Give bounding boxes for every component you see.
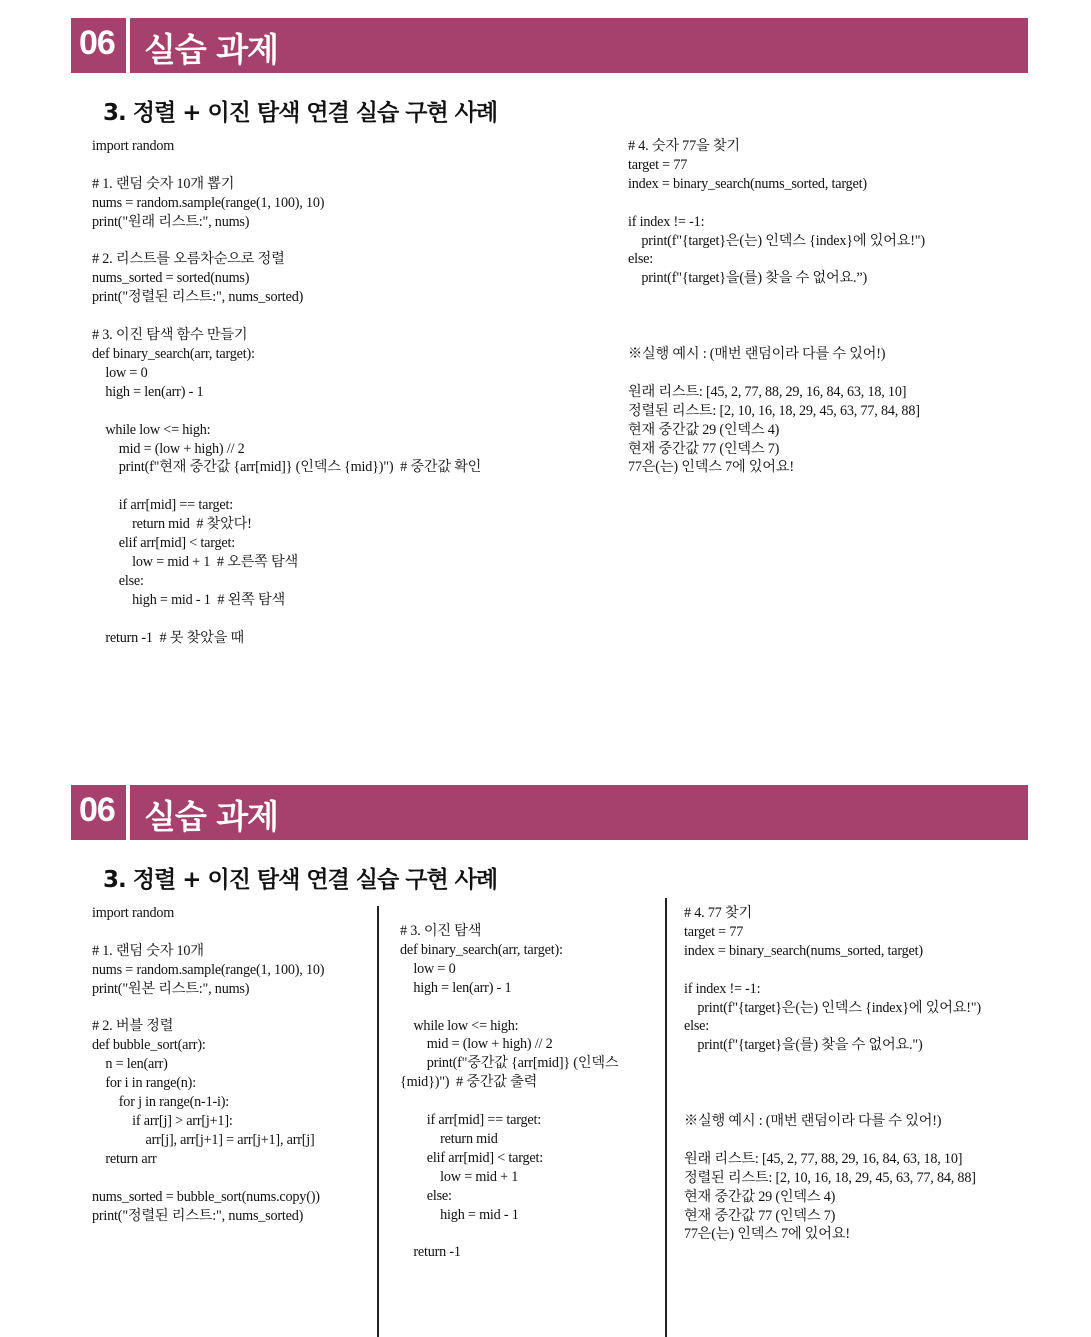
slide2-col1-code: import random # 1. 랜덤 숫자 10개 nums = random.sample(range(1, 100), 10) print("원본 리스트:", nums) # 2. 버블 정렬 def bubble_sort(arr): n = len(arr) for i in range(n): for j in range(n-1-i): if arr[j] > arr[j+1]: arr[j], arr[j+1] = arr[j+1], arr[j] return arr nums_sorted = bubble_sort(nums.copy()) print("정렬된 리스트:", nums_sorted) [92, 905, 325, 1224]
slide1-number: 06 [79, 24, 115, 62]
slide2-title: 실습 과제 [144, 797, 279, 836]
slide1-banner [71, 18, 1028, 73]
slide2-number: 06 [79, 791, 115, 829]
slide2-divider-left [377, 906, 379, 1337]
slide1-title: 실습 과제 [144, 30, 279, 69]
slide1-left-code: import random # 1. 랜덤 숫자 10개 뽑기 nums = random.sample(range(1, 100), 10) print("원래 리스트:", nums) # 2. 리스트를 오름차순으로 정렬 nums_sorted = sorted(nums) print("정렬된 리스트:", nums_sorted) # 3. 이진 탐색 함수 만들기 def binary_search(arr, target): low = 0 high = len(arr) - 1 while low <= high: mid = (low + high) // 2 print(f"현재 중간값 {arr[mid]} (인덱스 {mid})") # 중간값 확인 if arr[mid] == target: return mid # 찾았다! elif arr[mid] < target: low = mid + 1 # 오른쪽 탐색 else: high = mid - 1 # 왼쪽 탐색 return -1 # 못 찾았을 때 [92, 138, 482, 646]
slide2-divider-right [665, 898, 667, 1337]
slide1-subtitle: 3. 정렬 + 이진 탐색 연결 실습 구현 사례 [103, 100, 498, 126]
slide1-right-code: # 4. 숫자 77을 찾기 target = 77 index = binary_search(nums_sorted, target) if index != -1: print(f"{target}은(는) 인덱스 {index}에 있어요!") else: print(f"{target}을(를) 찾을 수 없어요.”) ※실행 예시 : (매번 랜덤이라 다를 수 있어!) 원래 리스트: [45, 2, 77, 88, 29, 16, 84, 63, 18, 10] 정렬된 리스트: [2, 10, 16, 18, 29, 45, 63, 77, 84, 88] 현재 중간값 29 (인덱스 4) 현재 중간값 77 (인덱스 7) 77은(는) 인덱스 7에 있어요! [628, 138, 925, 476]
slide1-banner-divider [126, 18, 130, 73]
slide2-banner-divider [126, 785, 130, 840]
slide2-col2-code: # 3. 이진 탐색 def binary_search(arr, target): low = 0 high = len(arr) - 1 while low <= high: mid = (low + high) // 2 print(f"중간값 {arr[mid]} (인덱스 {mid})") # 중간값 출력 if arr[mid] == target: return mid elif arr[mid] < target: low = mid + 1 else: high = mid - 1 return -1 [400, 923, 619, 1261]
slide2-subtitle: 3. 정렬 + 이진 탐색 연결 실습 구현 사례 [103, 867, 498, 893]
slide2-banner [71, 785, 1028, 840]
slide2-col3-code: # 4. 77 찾기 target = 77 index = binary_search(nums_sorted, target) if index != -1: print(f"{target}은(는) 인덱스 {index}에 있어요!") else: print(f"{target}을(를) 찾을 수 없어요.") ※실행 예시 : (매번 랜덤이라 다를 수 있어!) 원래 리스트: [45, 2, 77, 88, 29, 16, 84, 63, 18, 10] 정렬된 리스트: [2, 10, 16, 18, 29, 45, 63, 77, 84, 88] 현재 중간값 29 (인덱스 4) 현재 중간값 77 (인덱스 7) 77은(는) 인덱스 7에 있어요! [684, 905, 981, 1243]
